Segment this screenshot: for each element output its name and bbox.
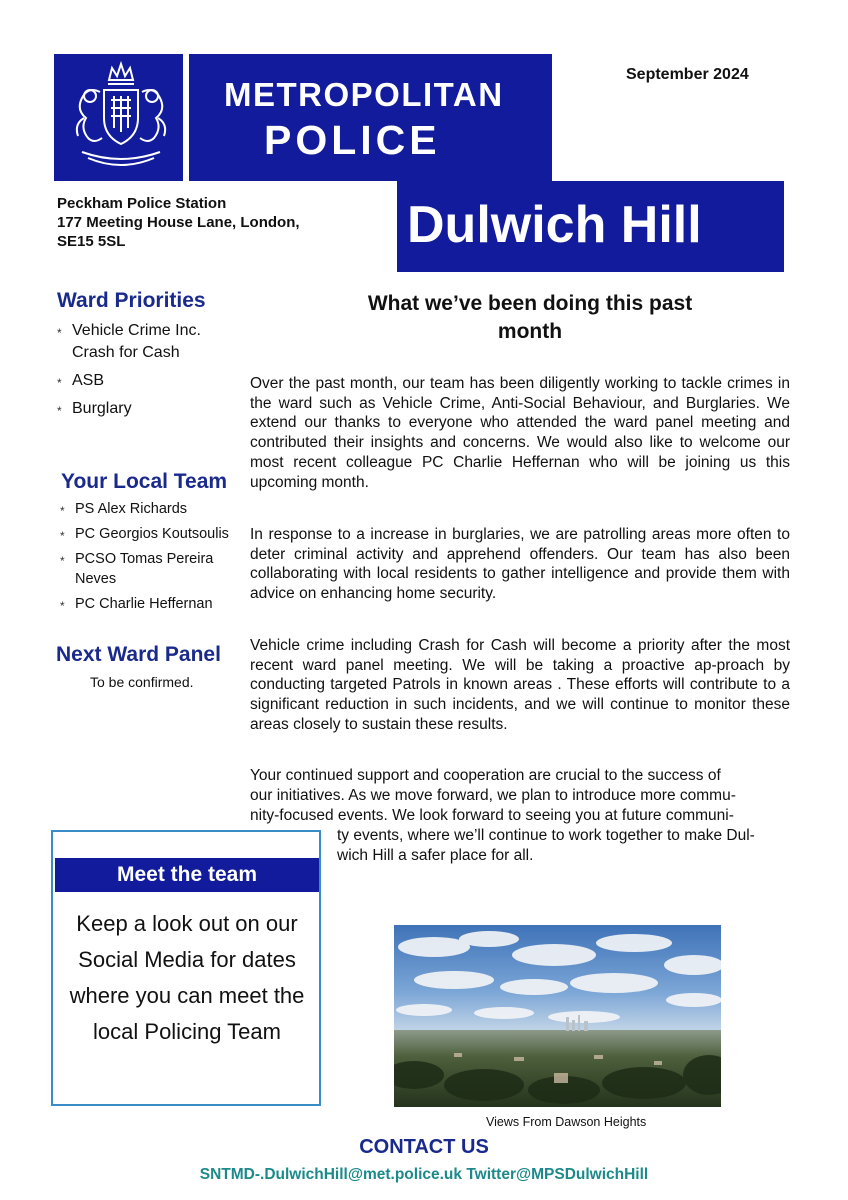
contact-details[interactable]: SNTMD-.DulwichHill@met.police.uk Twitter@MPSDulwichHill: [199, 1166, 649, 1183]
ward-name-banner: [397, 181, 784, 272]
paragraph-support-line: nity-focused events. We look forward to seeing you at future communi-: [250, 807, 734, 824]
page-title-line: What we’ve been doing this past: [367, 292, 693, 315]
page-title-line: month: [497, 320, 563, 343]
photo-caption: Views From Dawson Heights: [486, 1115, 647, 1129]
paragraph-support-line: ty events, where we’ll continue to work together to make Dul-: [337, 827, 755, 844]
paragraph-support-line: our initiatives. As we move forward, we plan to introduce more commu-: [250, 787, 736, 804]
paragraph-support-line: wich Hill a safer place for all.: [337, 847, 534, 864]
list-item: * PC Charlie Heffernan: [60, 594, 240, 614]
meet-the-team-text: Keep a look out on our Social Media for dates where you can meet the local Policing Team: [69, 911, 305, 1044]
local-team-heading: Your Local Team: [61, 470, 228, 493]
meet-the-team-box: [51, 830, 321, 1106]
paragraph-burglaries: In response to a increase in burglaries, we are patrolling areas more often to deter criminal activity and apprehend offenders. Our team has also been collaborating with local residents to gather intelligence and provide them with advice on enhancing home security.: [250, 526, 790, 603]
next-ward-panel-date: To be confirmed.: [90, 674, 194, 690]
contact-heading: CONTACT US: [359, 1136, 489, 1158]
paragraph-update: Over the past month, our team has been diligently working to tackle crimes in the ward such as Vehicle Crime, Anti-Social Behaviour, and Burglaries. We extend our thanks to everyone who attended the ward panel meeting and contributed their insights and concerns. We would also like to welcome our most recent colleague PC Charlie Heffernan who will be joining us this upcoming month.: [250, 375, 790, 491]
list-item: * PC Georgios Koutsoulis: [60, 524, 240, 544]
list-item: * Vehicle Crime Inc. Crash for Cash: [57, 320, 237, 364]
ward-priorities-list: [57, 320, 237, 426]
list-item: * PCSO Tomas Pereira Neves: [60, 549, 240, 589]
meet-the-team-bar: [55, 858, 319, 892]
next-ward-panel-heading: Next Ward Panel: [56, 643, 221, 666]
paragraph-support-line: Your continued support and cooperation are crucial to the success of: [250, 767, 721, 784]
dawson-heights-photo: [394, 925, 721, 1107]
list-item: * PS Alex Richards: [60, 499, 240, 519]
ward-name: Dulwich Hill: [407, 196, 702, 254]
meet-the-team-title: Meet the team: [116, 863, 258, 886]
logo-line-police: POLICE: [264, 117, 441, 163]
crest-icon: [54, 54, 189, 181]
local-team-list: [60, 499, 240, 619]
newsletter-date: September 2024: [626, 66, 749, 83]
met-police-logo: [54, 54, 552, 181]
list-item: * Burglary: [57, 398, 237, 420]
station-address: [57, 194, 300, 251]
list-item: * ASB: [57, 370, 237, 392]
paragraph-vehicle-crime: Vehicle crime including Crash for Cash will become a priority after the most recent ward panel meeting. We will be taking a proactive ap-proach by conducting targeted Patrols in known areas . These efforts will contribute to a significant reduction in such incidents, and we will continue to monitor these areas closely to sustain these results.: [250, 637, 790, 733]
page-title: [320, 290, 740, 346]
station-address-line: SE15 5SL: [57, 233, 126, 250]
ward-priorities-heading: Ward Priorities: [57, 289, 206, 312]
station-address-line: 177 Meeting House Lane, London,: [57, 214, 300, 231]
station-address-line: Peckham Police Station: [57, 195, 227, 212]
logo-line-metropolitan: METROPOLITAN: [224, 76, 504, 113]
